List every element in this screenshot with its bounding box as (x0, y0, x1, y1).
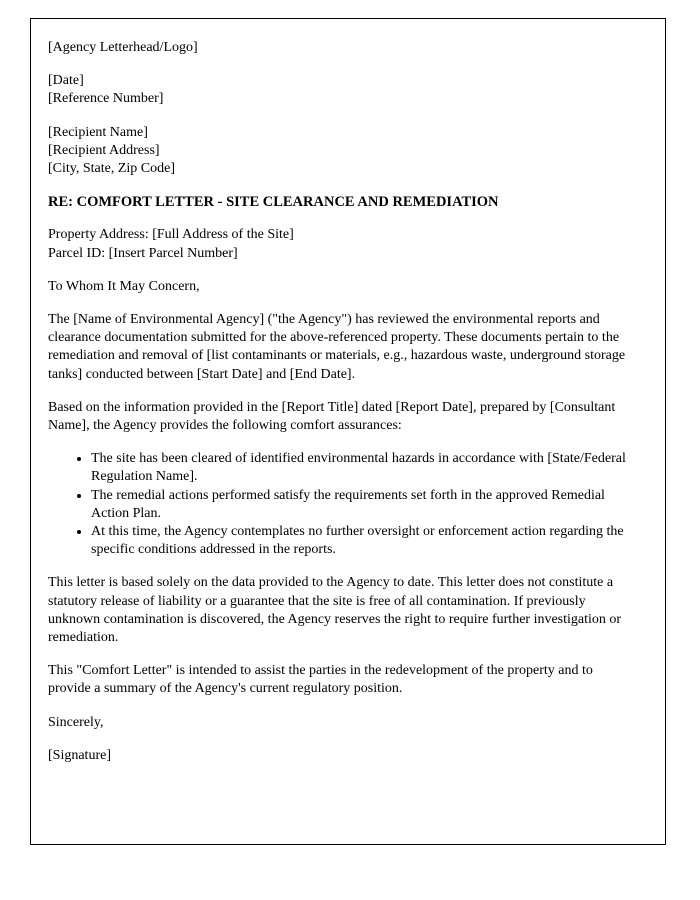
assurance-item: • The remedial actions performed satisfy the requirements set forth in the approved Remedial Action Plan. (91, 487, 637, 523)
recipient-block (48, 124, 637, 179)
assurance-item: • The site has been cleared of identified environmental hazards in accordance with [State/Federal Regulation Name]. (91, 450, 637, 486)
parcel-id-line: Parcel ID: [Insert Parcel Number] (48, 245, 238, 261)
assurance-item: • At this time, the Agency contemplates no further oversight or enforcement action regarding the specific conditions addressed in the reports. (91, 523, 637, 559)
signature-placeholder: [Signature] (48, 747, 111, 763)
letterhead-placeholder: [Agency Letterhead/Logo] (48, 40, 198, 55)
property-block (48, 226, 637, 262)
subject-line: RE: COMFORT LETTER - SITE CLEARANCE AND REMEDIATION (48, 194, 499, 211)
recipient-address-placeholder: [Recipient Address] (48, 142, 160, 158)
date-placeholder: [Date] (48, 73, 84, 89)
salutation: To Whom It May Concern, (48, 278, 200, 294)
letter-content (31, 19, 665, 765)
assurance-list (48, 450, 637, 559)
paragraph-review: The [Name of Environmental Agency] ("the Agency") has reviewed the environmental reports and clearance documentation submitted for the above-referenced property. These documents pertain to the remediation and removal of [list contaminants or materials, e.g., hazardous waste, underground storage tanks] conducted between [Start Date] and [End Date]. (48, 312, 626, 382)
paragraph-assurances-intro: Based on the information provided in the [Report Title] dated [Report Date], prepared by [Consultant Name], the Agency provides the following comfort assurances: (48, 399, 616, 434)
closing: Sincerely, (48, 714, 104, 730)
date-block (48, 72, 637, 108)
property-address-line: Property Address: [Full Address of the Site] (48, 227, 294, 243)
recipient-city-placeholder: [City, State, Zip Code] (48, 161, 176, 177)
letter-page (30, 18, 666, 845)
paragraph-disclaimer: This letter is based solely on the data provided to the Agency to date. This letter does not constitute a statutory release of liability or a guarantee that the site is free of all contamination. If previously unknown contamination is discovered, the Agency reserves the right to require further investigation or remediation. (48, 575, 622, 646)
recipient-name-placeholder: [Recipient Name] (48, 124, 148, 140)
reference-number-placeholder: [Reference Number] (48, 91, 164, 107)
paragraph-purpose: This "Comfort Letter" is intended to assist the parties in the redevelopment of the property and to provide a summary of the Agency's current regulatory position. (48, 663, 593, 697)
